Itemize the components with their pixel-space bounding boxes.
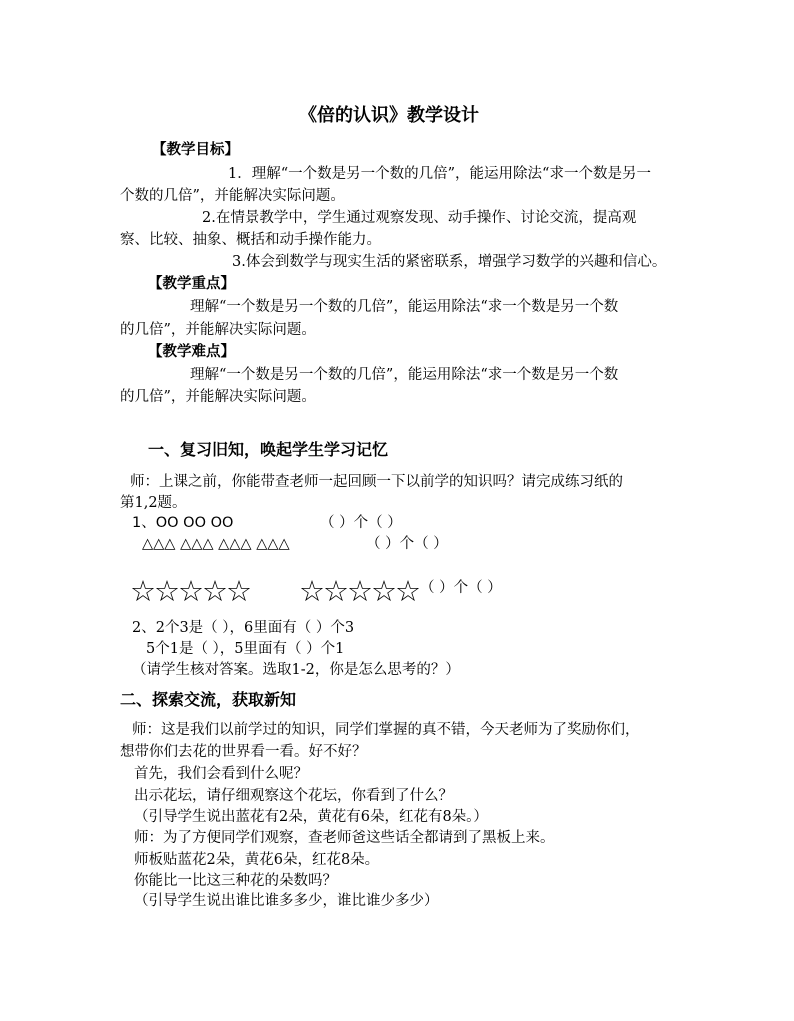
question-1-triangles-blank: （ ）个（ ） (366, 536, 448, 552)
difficulty-label: 【教学难点】 (148, 343, 235, 360)
key-point-line-1: 理解“一个数是另一个数的几倍”，能运用除法“求一个数是另一个数 (190, 299, 619, 315)
section-2-para-1-line-1: 师：这是我们以前学过的知识，同学们掌握的真不错，今天老师为了奖励你们， (132, 722, 640, 738)
question-2-line-2: 5个1是（ ），5里面有（ ）个1 (146, 641, 345, 657)
goal-1-line-2: 个数的几倍”，并能解决实际问题。 (120, 188, 345, 204)
section-2-para-1-line-2: 想带你们去花的世界看一看。好不好？ (120, 744, 367, 760)
goal-2-line-2: 察、比较、抽象、概括和动手操作能力。 (120, 232, 381, 248)
star-group-1: ☆☆☆☆☆ (130, 574, 250, 608)
page-title: 《倍的认识》教学设计 (299, 105, 479, 126)
question-1-triangles: △△△ △△△ △△△ △△△ (142, 536, 290, 552)
question-2-line-1: 2、2个3是（ ），6里面有（ ）个3 (132, 620, 355, 636)
goal-3: 3.体会到数学与现实生活的紧密联系，增强学习数学的兴趣和信心。 (232, 254, 667, 270)
star-group-2: ☆☆☆☆☆ (299, 574, 419, 608)
goal-2-line-1: 2.在情景教学中，学生通过观察发现、动手操作、讨论交流，提高观 (202, 210, 637, 226)
question-2-note: （请学生核对答案。选取1-2，你是怎么思考的？） (132, 662, 460, 678)
section-1-intro-line-1: 师：上课之前，你能带查老师一起回顾一下以前学的知识吗？请完成练习纸的 (130, 474, 623, 490)
question-1-circles-blank: （ ）个（ ） (320, 515, 402, 531)
section-1-heading: 一、复习旧知，唤起学生学习记忆 (148, 440, 389, 459)
difficulty-line-1: 理解“一个数是另一个数的几倍”，能运用除法“求一个数是另一个数 (190, 367, 619, 383)
section-2-para-7: 你能比一比这三种花的朵数吗？ (134, 873, 337, 889)
difficulty-line-2: 的几倍”，并能解决实际问题。 (120, 389, 316, 405)
section-2-para-2: 首先，我们会看到什么呢？ (134, 766, 308, 782)
section-2-para-5: 师：为了方便同学们观察，查老师爸这些话全都请到了黑板上来。 (134, 830, 555, 846)
stars-blank: （ ）个（ ） (420, 580, 502, 596)
key-point-line-2: 的几倍”，并能解决实际问题。 (120, 322, 316, 338)
section-1-intro-line-2: 第1,2题。 (120, 495, 187, 511)
question-1-circles: 1、OO OO OO (132, 515, 234, 531)
section-2-para-3: 出示花坛，请仔细观察这个花坛，你看到了什么？ (134, 788, 453, 804)
section-2-heading: 二、探索交流，获取新知 (120, 690, 297, 709)
section-2-para-4: （引导学生说出蓝花有2朵，黄花有6朵，红花有8朵。） (134, 809, 488, 825)
goal-1-line-1: 1．理解“一个数是另一个数的几倍”，能运用除法“求一个数是另一 (228, 166, 651, 182)
section-2-para-6: 师板贴蓝花2朵，黄花6朵，红花8朵。 (134, 852, 380, 868)
goals-label: 【教学目标】 (152, 141, 239, 158)
section-2-para-8: （引导学生说出谁比谁多多少，谁比谁少多少） (134, 893, 439, 909)
key-point-label: 【教学重点】 (148, 275, 235, 292)
